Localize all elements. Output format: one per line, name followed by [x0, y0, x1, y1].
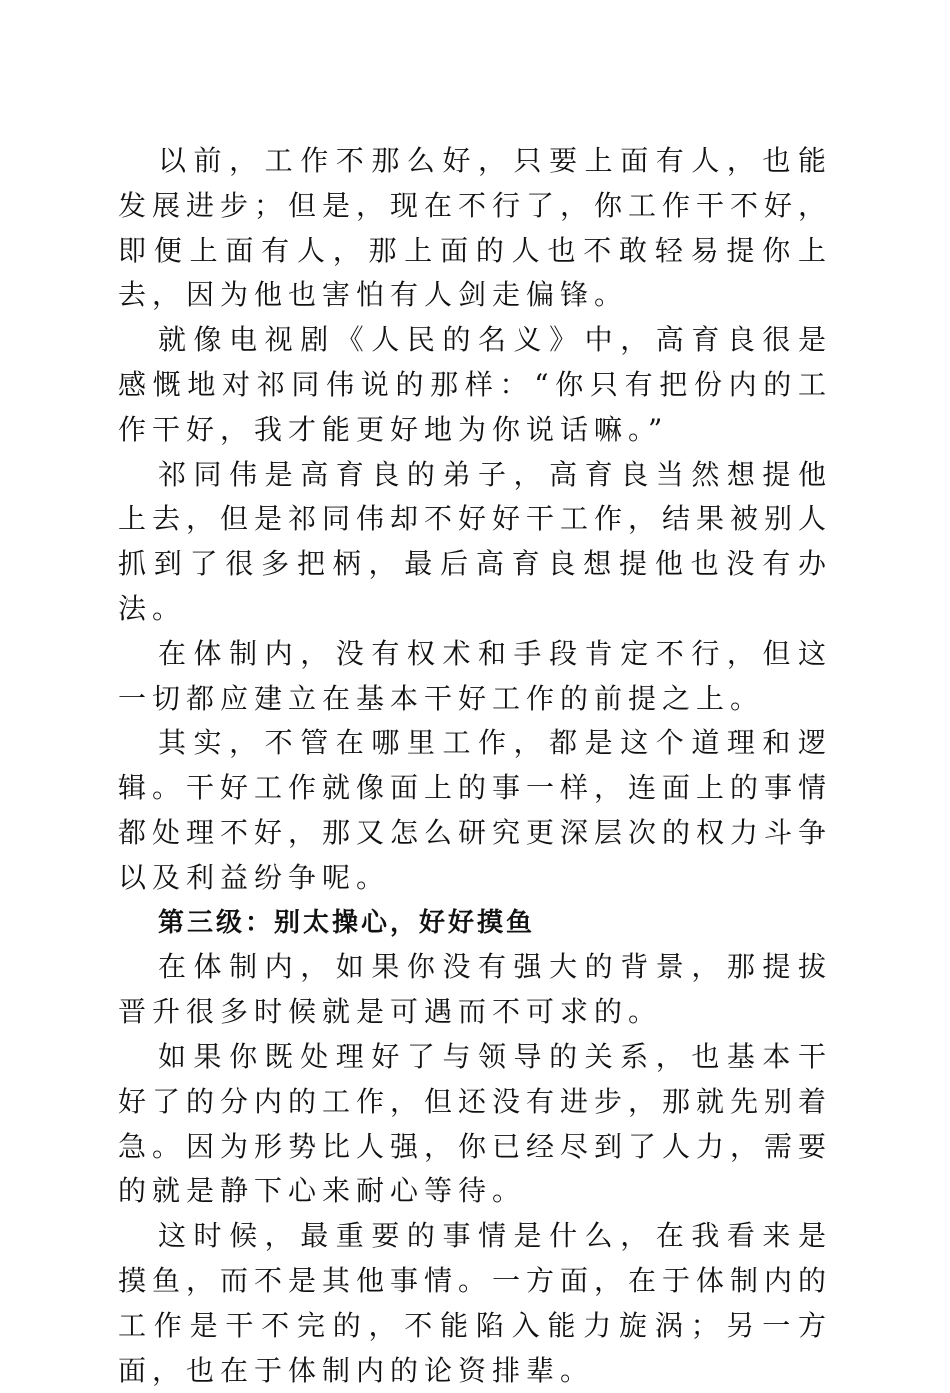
- paragraph-2: 就像电视剧《人民的名义》中，高育良很是感慨地对祁同伟说的那样：“你只有把份内的工作干好，我才能更好地为你说话嘛。”: [118, 323, 832, 446]
- section-paragraph-1: 在体制内，如果你没有强大的背景，那提拔晋升很多时候就是可遇而不可求的。: [118, 950, 832, 1029]
- section-paragraph-2: 如果你既处理好了与领导的关系，也基本干好了的分内的工作，但还没有进步，那就先别着急。因为形势比人强，你已经尽到了人力，需要的就是静下心来耐心等待。: [118, 1039, 833, 1208]
- section-heading: 第三级：别太操心，好好摸鱼: [158, 907, 536, 938]
- paragraph-5: 其实，不管在哪里工作，都是这个道理和逻辑。干好工作就像面上的事一样，连面上的事情都处理不好，那又怎么研究更深层次的权力斗争以及利益纷争呢。: [118, 726, 833, 894]
- paragraph-1: 以前，工作不那么好，只要上面有人，也能发展进步；但是，现在不行了，你工作干不好，即便上面有人，那上面的人也不敢轻易提你上去，因为他也害怕有人剑走偏锋。: [118, 144, 833, 312]
- document-page: [118, 139, 832, 1393]
- section-paragraph-3: 这时候，最重要的事情是什么，在我看来是摸鱼，而不是其他事情。一方面，在于体制内的工作是干不完的，不能陷入能力旋涡；另一方面，也在于体制内的论资排辈。: [118, 1219, 833, 1387]
- paragraph-3: 祁同伟是高育良的弟子，高育良当然想提他上去，但是祁同伟却不好好干工作，结果被别人抓到了很多把柄，最后高育良想提他也没有办法。: [118, 457, 833, 625]
- paragraph-4: 在体制内，没有权术和手段肯定不行，但这一切都应建立在基本干好工作的前提之上。: [118, 636, 832, 715]
